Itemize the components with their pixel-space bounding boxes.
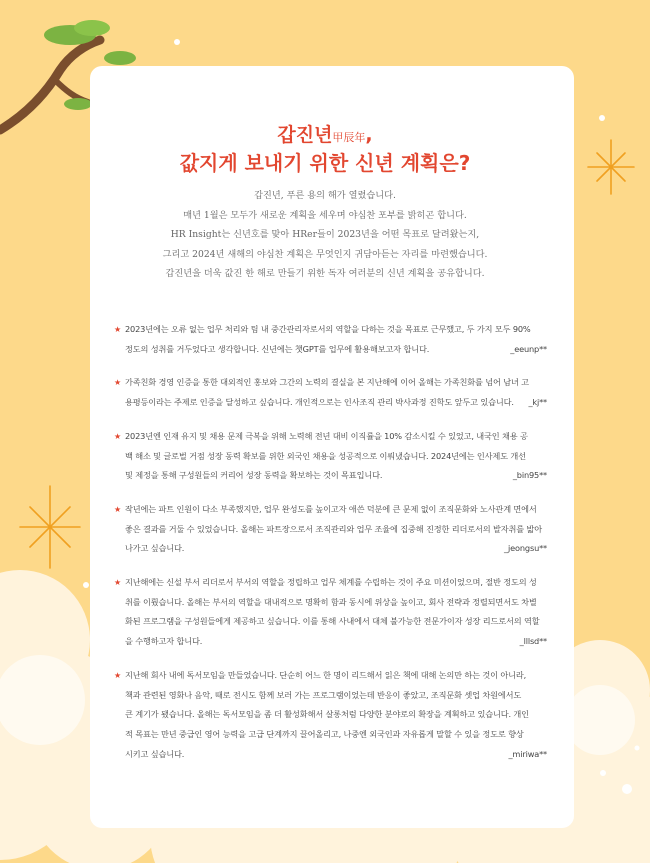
entry-line: 작년에는 파트 인원이 다소 부족했지만, 업무 완성도를 높이고자 애쓴 덕분에 큰 문제 없이 조직문화와 노사관계 면에서 — [125, 503, 537, 514]
entry-line-last — [117, 632, 547, 652]
star-icon: ★ — [114, 378, 122, 388]
page-title — [0, 120, 650, 147]
list-item — [114, 573, 547, 652]
entry-line-last — [117, 340, 547, 360]
entry-author: _kj** — [528, 397, 547, 408]
entry-text: 용평등이라는 주제로 인증을 달성하고 싶습니다. 개인적으로는 인사조직 관리 박사과정 진학도 앞두고 있습니다. — [125, 397, 514, 408]
entry-line: 화된 프로그램을 구성원들에게 제공하고 싶습니다. 이를 통해 사내에서 대체 불가능한 전문가이자 성장 리드로서의 역할 — [125, 616, 540, 627]
entry-line-last — [117, 539, 547, 559]
entry-line: 지난해 회사 내에 독서모임을 만들었습니다. 단순히 어느 한 명이 리드해서 읽은 책에 대해 논의만 하는 것이 아니라, — [125, 669, 527, 680]
title-comma: , — [365, 124, 373, 146]
title-main: 갑진년 — [277, 124, 333, 146]
entry-line: 2023년엔 인재 유지 및 채용 문제 극복을 위해 노력해 전년 대비 이직률을 10% 감소시킬 수 있었고, 내국인 채용 공 — [125, 430, 528, 441]
entry-text: 을 수행하고자 합니다. — [125, 636, 203, 647]
entry-author: _jeongsu** — [504, 543, 547, 554]
entry-text: 시키고 싶습니다. — [125, 748, 185, 759]
star-icon: ★ — [114, 504, 122, 514]
list-item — [114, 320, 547, 359]
entry-list — [114, 320, 547, 778]
entry-line: 적 목표는 만년 중급인 영어 능력을 고급 단계까지 끌어올리고, 나중엔 외국인과 자유롭게 말할 수 있을 정도로 향상 — [125, 728, 524, 739]
star-icon: ★ — [114, 325, 122, 334]
entry-author: _bin95** — [512, 470, 547, 481]
intro-line: 갑진년을 더욱 값진 한 해로 만들기 위한 독자 여러분의 신년 계획을 공유합니다. — [165, 268, 485, 280]
entry-line: 책과 관련된 영화나 음악, 때로 전시도 함께 보러 가는 프로그램이었는데 반응이 좋았고, 조직문화 셋업 차원에서도 — [125, 689, 522, 700]
sparkle-icon — [20, 486, 80, 568]
intro-paragraph — [0, 186, 650, 284]
entry-line-last — [117, 393, 547, 413]
title-sub: 甲辰年 — [332, 131, 366, 144]
list-item — [114, 427, 547, 486]
entry-line: 백 해소 및 글로벌 거점 성장 동력 확보를 위한 외국인 채용을 성공적으로 이뤄냈습니다. 2024년에는 인사제도 개선 — [125, 450, 526, 461]
page-subtitle: 값지게 보내기 위한 신년 계획은? — [179, 151, 471, 175]
entry-author: _miriwa** — [508, 748, 547, 759]
entry-line: 좋은 결과를 거둘 수 있었습니다. 올해는 파트장으로서 조직관리와 업무 조율에 집중해 진정한 리더로서의 발자취를 밟아 — [125, 523, 542, 534]
entry-author: _lllsd** — [519, 636, 547, 647]
entry-text: 정도의 성취를 거두었다고 생각합니다. 신년에는 챗GPT를 업무에 활용해보고자 합니다. — [125, 343, 430, 354]
entry-line: 지난해에는 신설 부서 리더로서 부서의 역할을 정립하고 업무 체계를 수립하는 것이 주요 미션이었으며, 절반 정도의 성 — [125, 577, 537, 588]
entry-text: 및 제정을 통해 구성원들의 커리어 성장 동력을 확보하는 것이 목표입니다. — [125, 470, 383, 481]
star-icon: ★ — [114, 578, 122, 588]
entry-line: 2023년에는 오류 없는 업무 처리와 팀 내 중간관리자로서의 역할을 다하는 것을 목표로 근무했고, 두 가지 모두 90% — [125, 324, 531, 334]
star-icon: ★ — [114, 670, 122, 680]
intro-line: 갑진년, 푸른 용의 해가 열렸습니다. — [254, 190, 396, 201]
entry-line: 가족친화 경영 인증을 통한 대외적인 홍보와 그간의 노력의 결실을 본 지난해에 이어 올해는 가족친화를 넘어 남녀 고 — [125, 377, 529, 388]
intro-line: 매년 1월은 모두가 새로운 계획을 세우며 야심찬 포부를 밝히곤 합니다. — [183, 209, 467, 221]
entry-author: _eeunp** — [510, 343, 547, 354]
intro-line: 그리고 2024년 새해의 야심찬 계획은 무엇인지 귀담아듣는 자리를 마련했습니다. — [162, 248, 488, 260]
intro-line: HR Insight는 신년호를 맞아 HRer들이 2023년을 어떤 목표로 달려왔는지, — [170, 229, 480, 241]
entry-line: 큰 계기가 됐습니다. 올해는 독서모임을 좀 더 활성화해서 살롱처럼 다양한 분야로의 확장을 계획하고 있습니다. 개인 — [125, 709, 529, 720]
entry-line-last — [117, 466, 547, 486]
list-item — [114, 500, 547, 559]
list-item — [114, 666, 547, 765]
entry-line: 취를 이뤘습니다. 올해는 부서의 역할을 대내적으로 명확히 함과 동시에 위상을 높이고, 회사 전략과 정렬되면서도 차별 — [125, 596, 537, 607]
list-item — [114, 373, 547, 412]
entry-text: 나가고 싶습니다. — [125, 543, 185, 554]
entry-line-last — [117, 745, 547, 765]
star-icon: ★ — [114, 431, 122, 441]
